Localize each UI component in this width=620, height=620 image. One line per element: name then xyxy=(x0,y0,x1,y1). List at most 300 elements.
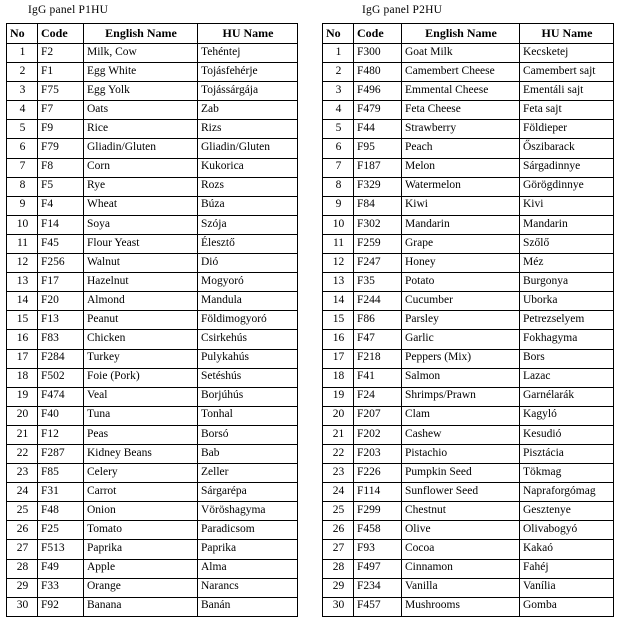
cell-english-name: Pumpkin Seed xyxy=(402,464,520,483)
cell-hu-name: Zab xyxy=(198,101,298,120)
cell-no: 30 xyxy=(7,597,38,616)
cell-english-name: Cocoa xyxy=(402,540,520,559)
cell-no: 12 xyxy=(323,254,354,273)
cell-hu-name: Gomba xyxy=(520,597,614,616)
cell-no: 18 xyxy=(323,368,354,387)
cell-code: F95 xyxy=(354,139,402,158)
cell-code: F479 xyxy=(354,101,402,120)
cell-hu-name: Búza xyxy=(198,196,298,215)
cell-hu-name: Görögdinnye xyxy=(520,177,614,196)
cell-no: 28 xyxy=(323,559,354,578)
cell-hu-name: Setéshús xyxy=(198,368,298,387)
cell-code: F20 xyxy=(38,292,84,311)
cell-no: 29 xyxy=(7,578,38,597)
table-row xyxy=(323,330,614,349)
cell-hu-name: Lazac xyxy=(520,368,614,387)
cell-english-name: Paprika xyxy=(84,540,198,559)
table-body-p1hu xyxy=(7,44,298,617)
cell-english-name: Peppers (Mix) xyxy=(402,349,520,368)
column-header-code: Code xyxy=(38,24,84,44)
cell-english-name: Mandarin xyxy=(402,215,520,234)
cell-no: 22 xyxy=(7,444,38,463)
cell-code: F4 xyxy=(38,196,84,215)
cell-english-name: Onion xyxy=(84,502,198,521)
table-row xyxy=(7,464,298,483)
cell-hu-name: Olivabogyó xyxy=(520,521,614,540)
table-row xyxy=(7,387,298,406)
cell-no: 4 xyxy=(7,101,38,120)
cell-english-name: Salmon xyxy=(402,368,520,387)
cell-code: F502 xyxy=(38,368,84,387)
cell-hu-name: Gliadin/Gluten xyxy=(198,139,298,158)
table-row xyxy=(323,521,614,540)
table-row xyxy=(7,406,298,425)
cell-english-name: Apple xyxy=(84,559,198,578)
table-row xyxy=(7,254,298,273)
table-row xyxy=(323,406,614,425)
cell-english-name: Potato xyxy=(402,273,520,292)
cell-hu-name: Kivi xyxy=(520,196,614,215)
cell-hu-name: Tökmag xyxy=(520,464,614,483)
cell-english-name: Garlic xyxy=(402,330,520,349)
table-row xyxy=(323,63,614,82)
cell-no: 24 xyxy=(323,483,354,502)
cell-hu-name: Fokhagyma xyxy=(520,330,614,349)
cell-code: F93 xyxy=(354,540,402,559)
table-row xyxy=(7,521,298,540)
cell-no: 1 xyxy=(323,44,354,63)
cell-code: F2 xyxy=(38,44,84,63)
cell-hu-name: Paprika xyxy=(198,540,298,559)
table-row xyxy=(7,311,298,330)
cell-english-name: Foie (Pork) xyxy=(84,368,198,387)
table-row xyxy=(7,234,298,253)
cell-no: 8 xyxy=(323,177,354,196)
cell-code: F480 xyxy=(354,63,402,82)
cell-code: F300 xyxy=(354,44,402,63)
cell-no: 17 xyxy=(323,349,354,368)
cell-hu-name: Petrezselyem xyxy=(520,311,614,330)
cell-no: 22 xyxy=(323,444,354,463)
table-row xyxy=(323,464,614,483)
cell-code: F49 xyxy=(38,559,84,578)
table-row xyxy=(7,483,298,502)
cell-hu-name: Napraforgómag xyxy=(520,483,614,502)
cell-no: 7 xyxy=(7,158,38,177)
cell-no: 12 xyxy=(7,254,38,273)
cell-hu-name: Földimogyoró xyxy=(198,311,298,330)
cell-code: F458 xyxy=(354,521,402,540)
cell-no: 16 xyxy=(323,330,354,349)
cell-hu-name: Tojássárgája xyxy=(198,82,298,101)
cell-hu-name: Tojásfehérje xyxy=(198,63,298,82)
cell-english-name: Camembert Cheese xyxy=(402,63,520,82)
cell-hu-name: Banán xyxy=(198,597,298,616)
cell-code: F9 xyxy=(38,120,84,139)
cell-no: 9 xyxy=(323,196,354,215)
cell-code: F207 xyxy=(354,406,402,425)
table-row xyxy=(323,483,614,502)
table-row xyxy=(7,101,298,120)
cell-english-name: Sunflower Seed xyxy=(402,483,520,502)
cell-hu-name: Szója xyxy=(198,215,298,234)
cell-code: F7 xyxy=(38,101,84,120)
cell-english-name: Feta Cheese xyxy=(402,101,520,120)
cell-code: F259 xyxy=(354,234,402,253)
cell-no: 23 xyxy=(7,464,38,483)
cell-no: 4 xyxy=(323,101,354,120)
cell-english-name: Tuna xyxy=(84,406,198,425)
table-row xyxy=(7,368,298,387)
cell-code: F14 xyxy=(38,215,84,234)
cell-english-name: Banana xyxy=(84,597,198,616)
table-row xyxy=(323,120,614,139)
cell-hu-name: Kecsketej xyxy=(520,44,614,63)
cell-code: F75 xyxy=(38,82,84,101)
cell-code: F35 xyxy=(354,273,402,292)
cell-no: 28 xyxy=(7,559,38,578)
cell-no: 14 xyxy=(323,292,354,311)
cell-english-name: Carrot xyxy=(84,483,198,502)
cell-english-name: Milk, Cow xyxy=(84,44,198,63)
column-header-hu-name: HU Name xyxy=(520,24,614,44)
cell-no: 9 xyxy=(7,196,38,215)
cell-code: F17 xyxy=(38,273,84,292)
cell-english-name: Watermelon xyxy=(402,177,520,196)
cell-no: 19 xyxy=(323,387,354,406)
cell-hu-name: Fahéj xyxy=(520,559,614,578)
cell-no: 29 xyxy=(323,578,354,597)
column-header-hu-name: HU Name xyxy=(198,24,298,44)
table-body-p2hu xyxy=(323,44,614,617)
cell-hu-name: Ementáli sajt xyxy=(520,82,614,101)
table-row xyxy=(7,215,298,234)
cell-hu-name: Földieper xyxy=(520,120,614,139)
cell-no: 11 xyxy=(7,234,38,253)
cell-english-name: Parsley xyxy=(402,311,520,330)
table-row xyxy=(7,139,298,158)
cell-hu-name: Őszibarack xyxy=(520,139,614,158)
igg-panel-p2hu xyxy=(322,0,614,617)
cell-hu-name: Tonhal xyxy=(198,406,298,425)
igg-table-p1hu xyxy=(6,23,298,617)
cell-english-name: Strawberry xyxy=(402,120,520,139)
table-row xyxy=(323,177,614,196)
table-row xyxy=(7,120,298,139)
cell-hu-name: Bab xyxy=(198,444,298,463)
cell-no: 3 xyxy=(323,82,354,101)
cell-no: 17 xyxy=(7,349,38,368)
panel-title-p1hu: IgG panel P1HU xyxy=(28,4,109,16)
cell-no: 2 xyxy=(7,63,38,82)
table-header-row xyxy=(323,24,614,44)
cell-english-name: Soya xyxy=(84,215,198,234)
cell-code: F33 xyxy=(38,578,84,597)
cell-code: F284 xyxy=(38,349,84,368)
cell-no: 5 xyxy=(7,120,38,139)
cell-no: 6 xyxy=(7,139,38,158)
cell-code: F40 xyxy=(38,406,84,425)
column-header-english-name: English Name xyxy=(402,24,520,44)
cell-no: 21 xyxy=(323,425,354,444)
column-header-no: No xyxy=(7,24,38,44)
cell-no: 15 xyxy=(323,311,354,330)
cell-no: 25 xyxy=(323,502,354,521)
cell-code: F457 xyxy=(354,597,402,616)
cell-no: 15 xyxy=(7,311,38,330)
cell-code: F31 xyxy=(38,483,84,502)
cell-english-name: Corn xyxy=(84,158,198,177)
cell-english-name: Pistachio xyxy=(402,444,520,463)
cell-hu-name: Kukorica xyxy=(198,158,298,177)
table-row xyxy=(7,44,298,63)
table-row xyxy=(323,349,614,368)
cell-hu-name: Bors xyxy=(520,349,614,368)
cell-code: F474 xyxy=(38,387,84,406)
cell-no: 13 xyxy=(7,273,38,292)
cell-no: 26 xyxy=(323,521,354,540)
cell-code: F234 xyxy=(354,578,402,597)
cell-no: 11 xyxy=(323,234,354,253)
cell-english-name: Veal xyxy=(84,387,198,406)
cell-code: F92 xyxy=(38,597,84,616)
cell-hu-name: Csirkehús xyxy=(198,330,298,349)
cell-no: 19 xyxy=(7,387,38,406)
table-row xyxy=(7,158,298,177)
table-row xyxy=(7,540,298,559)
cell-english-name: Rice xyxy=(84,120,198,139)
table-row xyxy=(7,349,298,368)
cell-code: F12 xyxy=(38,425,84,444)
table-row xyxy=(323,273,614,292)
cell-code: F5 xyxy=(38,177,84,196)
cell-code: F8 xyxy=(38,158,84,177)
cell-english-name: Cashew xyxy=(402,425,520,444)
table-row xyxy=(323,311,614,330)
table-row xyxy=(7,444,298,463)
cell-hu-name: Narancs xyxy=(198,578,298,597)
cell-code: F203 xyxy=(354,444,402,463)
cell-code: F497 xyxy=(354,559,402,578)
cell-english-name: Wheat xyxy=(84,196,198,215)
cell-code: F13 xyxy=(38,311,84,330)
column-header-english-name: English Name xyxy=(84,24,198,44)
cell-no: 10 xyxy=(7,215,38,234)
cell-hu-name: Gesztenye xyxy=(520,502,614,521)
cell-english-name: Flour Yeast xyxy=(84,234,198,253)
cell-no: 27 xyxy=(323,540,354,559)
cell-code: F83 xyxy=(38,330,84,349)
cell-english-name: Grape xyxy=(402,234,520,253)
cell-hu-name: Paradicsom xyxy=(198,521,298,540)
cell-code: F302 xyxy=(354,215,402,234)
cell-no: 1 xyxy=(7,44,38,63)
cell-hu-name: Borjúhús xyxy=(198,387,298,406)
cell-english-name: Emmental Cheese xyxy=(402,82,520,101)
cell-no: 24 xyxy=(7,483,38,502)
cell-english-name: Walnut xyxy=(84,254,198,273)
cell-hu-name: Mandarin xyxy=(520,215,614,234)
cell-no: 30 xyxy=(323,597,354,616)
table-row xyxy=(323,559,614,578)
cell-english-name: Celery xyxy=(84,464,198,483)
table-row xyxy=(7,292,298,311)
cell-english-name: Cucumber xyxy=(402,292,520,311)
table-row xyxy=(7,273,298,292)
cell-code: F25 xyxy=(38,521,84,540)
cell-hu-name: Sárgadinnye xyxy=(520,158,614,177)
table-row xyxy=(323,368,614,387)
cell-code: F513 xyxy=(38,540,84,559)
cell-english-name: Olive xyxy=(402,521,520,540)
cell-code: F329 xyxy=(354,177,402,196)
cell-english-name: Tomato xyxy=(84,521,198,540)
cell-code: F244 xyxy=(354,292,402,311)
cell-english-name: Turkey xyxy=(84,349,198,368)
table-row xyxy=(323,101,614,120)
cell-code: F45 xyxy=(38,234,84,253)
cell-code: F496 xyxy=(354,82,402,101)
cell-code: F1 xyxy=(38,63,84,82)
cell-hu-name: Mogyoró xyxy=(198,273,298,292)
table-row xyxy=(323,387,614,406)
cell-hu-name: Méz xyxy=(520,254,614,273)
cell-no: 20 xyxy=(7,406,38,425)
cell-english-name: Hazelnut xyxy=(84,273,198,292)
cell-code: F202 xyxy=(354,425,402,444)
cell-english-name: Vanilla xyxy=(402,578,520,597)
cell-no: 6 xyxy=(323,139,354,158)
cell-code: F85 xyxy=(38,464,84,483)
table-row xyxy=(7,502,298,521)
table-row xyxy=(323,578,614,597)
cell-code: F187 xyxy=(354,158,402,177)
cell-english-name: Chestnut xyxy=(402,502,520,521)
cell-no: 2 xyxy=(323,63,354,82)
cell-code: F299 xyxy=(354,502,402,521)
cell-code: F287 xyxy=(38,444,84,463)
cell-english-name: Chicken xyxy=(84,330,198,349)
cell-english-name: Oats xyxy=(84,101,198,120)
cell-english-name: Gliadin/Gluten xyxy=(84,139,198,158)
cell-no: 10 xyxy=(323,215,354,234)
table-row xyxy=(7,425,298,444)
cell-hu-name: Kagyló xyxy=(520,406,614,425)
table-row xyxy=(323,292,614,311)
table-row xyxy=(323,254,614,273)
cell-hu-name: Zeller xyxy=(198,464,298,483)
cell-hu-name: Dió xyxy=(198,254,298,273)
column-header-code: Code xyxy=(354,24,402,44)
cell-hu-name: Tehéntej xyxy=(198,44,298,63)
cell-no: 23 xyxy=(323,464,354,483)
cell-hu-name: Borsó xyxy=(198,425,298,444)
cell-no: 26 xyxy=(7,521,38,540)
cell-hu-name: Uborka xyxy=(520,292,614,311)
table-header-row xyxy=(7,24,298,44)
cell-code: F114 xyxy=(354,483,402,502)
cell-english-name: Honey xyxy=(402,254,520,273)
cell-english-name: Almond xyxy=(84,292,198,311)
cell-hu-name: Rizs xyxy=(198,120,298,139)
table-row xyxy=(323,234,614,253)
cell-english-name: Melon xyxy=(402,158,520,177)
cell-no: 27 xyxy=(7,540,38,559)
cell-no: 13 xyxy=(323,273,354,292)
cell-english-name: Mushrooms xyxy=(402,597,520,616)
cell-english-name: Peanut xyxy=(84,311,198,330)
cell-hu-name: Burgonya xyxy=(520,273,614,292)
cell-code: F79 xyxy=(38,139,84,158)
table-row xyxy=(323,444,614,463)
cell-english-name: Peas xyxy=(84,425,198,444)
cell-code: F226 xyxy=(354,464,402,483)
cell-no: 18 xyxy=(7,368,38,387)
cell-no: 16 xyxy=(7,330,38,349)
table-row xyxy=(323,139,614,158)
table-row xyxy=(7,597,298,616)
cell-hu-name: Sárgarépa xyxy=(198,483,298,502)
cell-no: 8 xyxy=(7,177,38,196)
igg-panel-p1hu xyxy=(6,0,298,617)
cell-hu-name: Pisztácia xyxy=(520,444,614,463)
table-row xyxy=(323,540,614,559)
table-row xyxy=(323,597,614,616)
cell-no: 3 xyxy=(7,82,38,101)
table-row xyxy=(7,559,298,578)
cell-english-name: Egg Yolk xyxy=(84,82,198,101)
table-row xyxy=(7,578,298,597)
table-row xyxy=(323,196,614,215)
cell-english-name: Egg White xyxy=(84,63,198,82)
cell-code: F247 xyxy=(354,254,402,273)
column-header-no: No xyxy=(323,24,354,44)
table-row xyxy=(7,330,298,349)
cell-code: F41 xyxy=(354,368,402,387)
cell-no: 5 xyxy=(323,120,354,139)
cell-hu-name: Kesudió xyxy=(520,425,614,444)
cell-code: F48 xyxy=(38,502,84,521)
table-row xyxy=(7,63,298,82)
cell-hu-name: Rozs xyxy=(198,177,298,196)
cell-hu-name: Feta sajt xyxy=(520,101,614,120)
igg-table-p2hu xyxy=(322,23,614,617)
cell-code: F47 xyxy=(354,330,402,349)
cell-english-name: Shrimps/Prawn xyxy=(402,387,520,406)
cell-code: F44 xyxy=(354,120,402,139)
table-row xyxy=(7,177,298,196)
panel-title-p2hu: IgG panel P2HU xyxy=(362,4,443,16)
cell-hu-name: Vöröshagyma xyxy=(198,502,298,521)
table-row xyxy=(323,502,614,521)
cell-code: F24 xyxy=(354,387,402,406)
table-row xyxy=(323,215,614,234)
cell-english-name: Kidney Beans xyxy=(84,444,198,463)
cell-hu-name: Mandula xyxy=(198,292,298,311)
cell-english-name: Peach xyxy=(402,139,520,158)
table-row xyxy=(7,196,298,215)
table-row xyxy=(7,82,298,101)
cell-hu-name: Garnélarák xyxy=(520,387,614,406)
cell-hu-name: Szőlő xyxy=(520,234,614,253)
cell-english-name: Orange xyxy=(84,578,198,597)
cell-hu-name: Alma xyxy=(198,559,298,578)
cell-hu-name: Kakaó xyxy=(520,540,614,559)
cell-english-name: Cinnamon xyxy=(402,559,520,578)
cell-no: 25 xyxy=(7,502,38,521)
cell-hu-name: Camembert sajt xyxy=(520,63,614,82)
cell-code: F218 xyxy=(354,349,402,368)
